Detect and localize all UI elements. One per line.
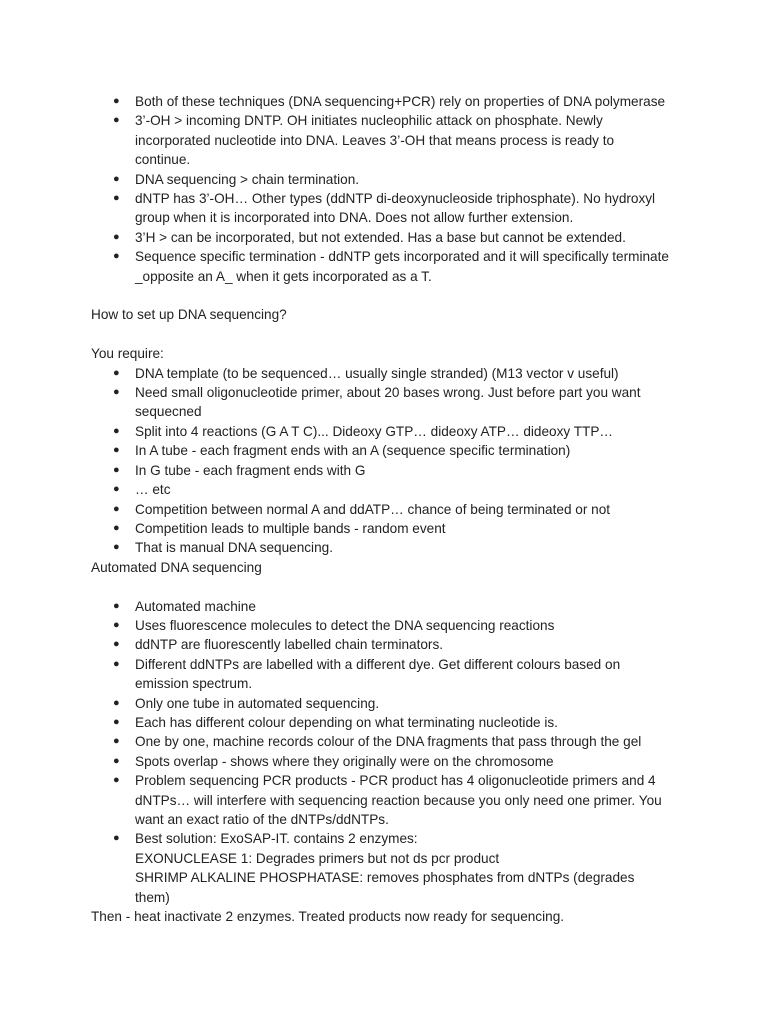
list-item-text: EXONUCLEASE 1: Degrades primers but not ds pcr product xyxy=(135,850,500,866)
list-item-text: continue. xyxy=(135,152,191,168)
list-item xyxy=(91,422,691,441)
list-item xyxy=(91,519,691,538)
bullet-icon: ● xyxy=(113,541,120,554)
list-item xyxy=(91,597,691,616)
bullet-icon: ● xyxy=(113,638,120,651)
bullet-icon: ● xyxy=(113,754,120,767)
list-item xyxy=(91,829,691,907)
bullet-icon: ● xyxy=(113,366,120,379)
bullet-icon: ● xyxy=(113,172,120,185)
bullet-icon: ● xyxy=(113,444,120,457)
heading-require: You require: xyxy=(91,346,164,362)
list-item xyxy=(91,616,691,635)
list-item-text: Competition leads to multiple bands - random event xyxy=(135,520,446,536)
closing-text: Then - heat inactivate 2 enzymes. Treated products now ready for sequencing. xyxy=(91,909,565,925)
bullet-icon: ● xyxy=(113,192,120,205)
list-item-text: Each has different colour depending on what terminating nucleotide is. xyxy=(135,714,558,730)
bullet-icon: ● xyxy=(113,386,120,399)
list-item-text: Both of these techniques (DNA sequencing+PCR) rely on properties of DNA polymerase xyxy=(135,94,666,109)
list-item-text: emission spectrum. xyxy=(135,676,253,692)
bullet-icon: ● xyxy=(113,463,120,476)
bullet-icon: ● xyxy=(113,832,120,845)
bullet-icon: ● xyxy=(113,95,120,107)
list-item-text: Best solution: ExoSAP-IT. contains 2 enzymes: xyxy=(135,831,418,847)
list-item-text: That is manual DNA sequencing. xyxy=(135,540,333,556)
list-item xyxy=(91,111,691,169)
list-item-text: One by one, machine records colour of the DNA fragments that pass through the gel xyxy=(135,734,642,750)
list-item-text: 3’-OH > incoming DNTP. OH initiates nucleophilic attack on phosphate. Newly xyxy=(135,113,603,129)
list-item-text: … etc xyxy=(135,482,171,498)
document-page xyxy=(91,92,691,926)
list-item-text: Need small oligonucleotide primer, about 20 bases wrong. Just before part you want xyxy=(135,385,641,401)
heading-automated: Automated DNA sequencing xyxy=(91,559,262,575)
list-item xyxy=(91,694,691,713)
list-item-text: incorporated nucleotide into DNA. Leaves 3’-OH that means process is ready to xyxy=(135,132,615,148)
list-item xyxy=(91,383,691,422)
list-item xyxy=(91,247,691,286)
list-item xyxy=(91,189,691,228)
list-item-text: Sequence specific termination - ddNTP gets incorporated and it will specifically terminate xyxy=(135,249,669,265)
heading-setup: How to set up DNA sequencing? xyxy=(91,307,287,323)
list-item-text: them) xyxy=(135,889,170,905)
list-item xyxy=(91,771,691,829)
bullet-icon: ● xyxy=(113,250,120,263)
list-item xyxy=(91,732,691,751)
list-item xyxy=(91,480,691,499)
list-item-text: Uses fluorescence molecules to detect the DNA sequencing reactions xyxy=(135,617,555,633)
list-item-text: Only one tube in automated sequencing. xyxy=(135,695,380,711)
bullet-icon: ● xyxy=(113,715,120,728)
list-item-text: want an exact ratio of the dNTPs/ddNTPs. xyxy=(135,811,389,827)
bullet-icon: ● xyxy=(113,774,120,787)
list-item-text: ddNTP are fluorescently labelled chain terminators. xyxy=(135,637,444,653)
list-item-text: Automated machine xyxy=(135,598,256,614)
list-item xyxy=(91,500,691,519)
bullet-list-requirements xyxy=(91,364,691,558)
list-item xyxy=(91,92,691,111)
list-item xyxy=(91,538,691,557)
list-item xyxy=(91,713,691,732)
blank-line xyxy=(91,286,691,305)
list-item xyxy=(91,461,691,480)
bullet-icon: ● xyxy=(113,230,120,243)
list-item-text: dNTP has 3’-OH… Other types (ddNTP di-deoxynucleoside triphosphate). No hydroxyl xyxy=(135,191,656,207)
blank-line xyxy=(91,325,691,344)
bullet-list-polymerase xyxy=(91,92,691,286)
list-item xyxy=(91,635,691,654)
list-item xyxy=(91,655,691,694)
list-item-text: DNA template (to be sequenced… usually single stranded) (M13 vector v useful) xyxy=(135,365,619,381)
list-item-text: 3’H > can be incorporated, but not extended. Has a base but cannot be extended. xyxy=(135,229,626,245)
bullet-icon: ● xyxy=(113,618,120,631)
bullet-list-automated xyxy=(91,597,691,908)
bullet-icon: ● xyxy=(113,521,120,534)
list-item-text: Competition between normal A and ddATP… chance of being terminated or not xyxy=(135,501,611,517)
list-item xyxy=(91,364,691,383)
list-item-text: sequecned xyxy=(135,404,202,420)
list-item-text: group when it is incorporated into DNA. Does not allow further extension. xyxy=(135,210,574,226)
list-item-text: Problem sequencing PCR products - PCR product has 4 oligonucleotide primers and 4 xyxy=(135,773,656,789)
list-item-text: Different ddNTPs are labelled with a different dye. Get different colours based on xyxy=(135,656,621,672)
list-item xyxy=(91,441,691,460)
bullet-icon: ● xyxy=(113,657,120,670)
list-item-text: SHRIMP ALKALINE PHOSPHATASE: removes phosphates from dNTPs (degrades xyxy=(135,870,635,886)
bullet-icon: ● xyxy=(113,502,120,515)
blank-line xyxy=(91,577,691,596)
bullet-icon: ● xyxy=(113,735,120,748)
list-item-text: Split into 4 reactions (G A T C)... Dideoxy GTP… dideoxy ATP… dideoxy TTP… xyxy=(135,423,613,439)
list-item-text: Spots overlap - shows where they originally were on the chromosome xyxy=(135,753,554,769)
list-item-text: DNA sequencing > chain termination. xyxy=(135,171,360,187)
bullet-icon: ● xyxy=(113,424,120,437)
list-item xyxy=(91,752,691,771)
list-item-text: _opposite an A_ when it gets incorporated as a T. xyxy=(135,268,432,284)
bullet-icon: ● xyxy=(113,696,120,709)
bullet-icon: ● xyxy=(113,483,120,496)
list-item xyxy=(91,170,691,189)
list-item-text: In G tube - each fragment ends with G xyxy=(135,462,366,478)
list-item xyxy=(91,228,691,247)
bullet-icon: ● xyxy=(113,114,120,127)
list-item-text: In A tube - each fragment ends with an A (sequence specific termination) xyxy=(135,443,571,459)
list-item-text: dNTPs… will interfere with sequencing reaction because you only need one primer. You xyxy=(135,792,662,808)
bullet-icon: ● xyxy=(113,599,120,612)
